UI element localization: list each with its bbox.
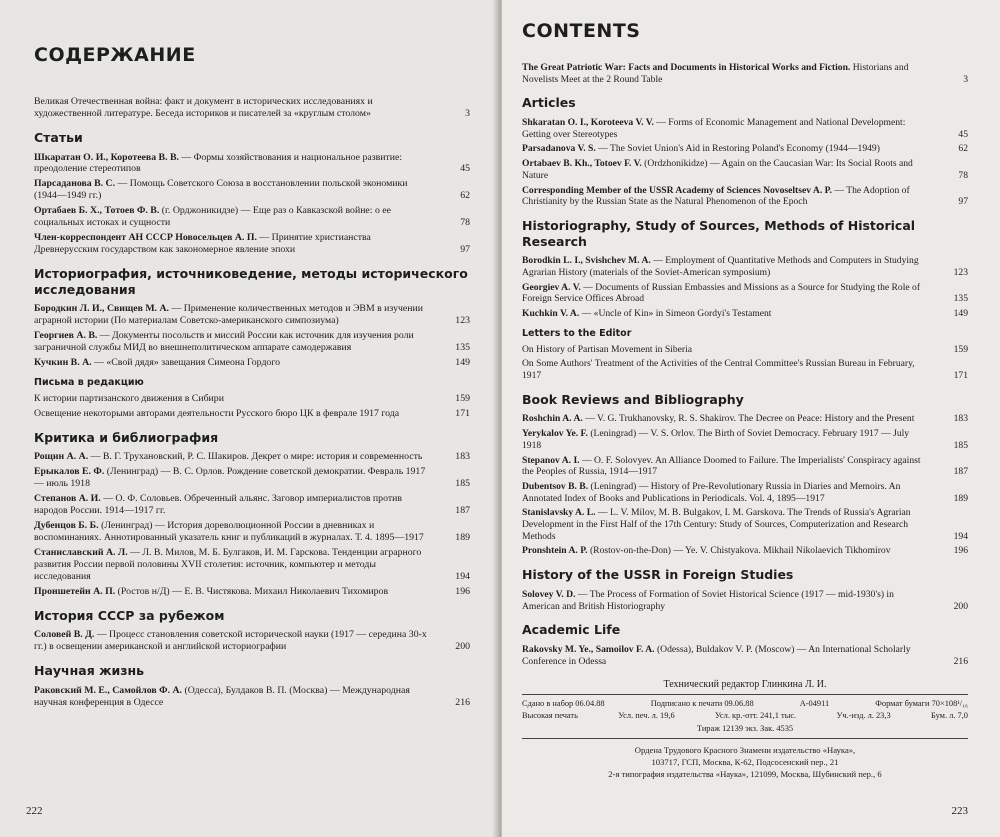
toc-entry-page: 123 — [953, 266, 968, 278]
toc-entry-page: 189 — [455, 532, 470, 544]
toc-entry-page: 189 — [953, 492, 968, 504]
toc-entry-title: — Процесс становления советской исторической науки (1917 — середина 30-х гг.) в освещении американской и английской историографии — [34, 629, 427, 653]
publisher-line: 2-я типография издательства «Наука», 121099, Москва, Шубинский пер., 6 — [608, 768, 882, 779]
toc-entry-author: Раковский М. Е., Самойлов Ф. А. — [34, 684, 183, 696]
page-number: 222 — [26, 805, 43, 817]
toc-entry — [522, 428, 968, 451]
toc-entry-text — [34, 685, 442, 709]
toc-entry-text — [34, 357, 442, 369]
toc-entry-text — [522, 143, 940, 155]
left-page — [0, 0, 498, 837]
toc-entry-page: 45 — [460, 163, 470, 175]
toc-entry-title: Великая Отечественная война: факт и документ в исторических исследованиях и художественной литературе. Беседа историков и писателей за «круглым столом» — [34, 96, 373, 119]
toc-entry-text — [34, 493, 442, 517]
toc-entry-author: Rakovsky M. Ye., Samoilov F. A. — [522, 643, 655, 655]
section-heading: Статьи — [34, 129, 83, 145]
toc-entry-page: 159 — [953, 343, 968, 355]
toc-entry-page: 185 — [455, 478, 470, 490]
toc-entry-text — [522, 455, 940, 478]
section-heading: Historiography, Study of Sources, Methods of Historical Research — [522, 217, 916, 249]
toc-entry-title: — «Свой дядя» завещания Симеона Гордого — [94, 357, 280, 368]
toc-entry-title: — The Process of Formation of Soviet Historical Science (1917 — mid-1930's) in American and British Historiography — [522, 588, 894, 612]
toc-entry-title: — О. Ф. Соловьев. Обреченный альянс. Заговор империалистов против народов России. 1914—1917 гг. — [34, 493, 402, 517]
toc-entry-author: Dubentsov B. B. — [522, 480, 589, 492]
toc-entry-text — [522, 185, 940, 208]
toc-entry-author: Borodkin L. I., Svishchev M. A. — [522, 255, 651, 267]
toc-entry — [34, 303, 470, 327]
toc-entry-page: 187 — [953, 466, 968, 478]
toc-entry-text — [522, 358, 940, 381]
toc-entry-author: Stepanov A. I. — [522, 454, 580, 466]
toc-entry-text — [522, 589, 940, 612]
imprint-field: Формат бумаги 70×108¹/₁₆ — [875, 699, 968, 709]
toc-entry-page: 135 — [953, 293, 968, 305]
toc-entry-author: The Great Patriotic War: Facts and Documents in Historical Works and Fiction. — [522, 62, 851, 73]
toc-entry-author: Проншетейн А. П. — [34, 585, 116, 597]
toc-entry-text — [34, 330, 442, 354]
toc-entry-text — [34, 408, 442, 420]
section-heading: Academic Life — [522, 622, 621, 638]
publisher-line: Ордена Трудового Красного Знамени издательство «Наука», — [634, 744, 856, 755]
toc-entry-page: 78 — [460, 217, 470, 229]
toc-entry-page: 62 — [958, 143, 968, 155]
toc-entry-title: (Ленинград) — История дореволюционной России в дневниках и воспоминаниях. Аннотированный указатель книг и публикаций в журналах. Т. 4. 1895—1917 — [34, 520, 424, 544]
toc-entry-title: Historians and Novelists Meet at the 2 Round Table — [522, 62, 909, 85]
page-title: CONTENTS — [522, 20, 641, 42]
toc-entry-page: 149 — [455, 357, 470, 368]
toc-entry — [34, 178, 470, 202]
toc-entry-author: Ерыкалов Е. Ф. — [34, 466, 105, 478]
toc-entry — [522, 589, 968, 612]
toc-entry-text — [34, 393, 442, 405]
toc-entry-page: 3 — [963, 73, 968, 85]
toc-entry-text — [34, 629, 442, 653]
imprint-block — [522, 694, 968, 739]
toc-entry-author: Kuchkin V. A. — [522, 308, 580, 320]
toc-entry-page: 97 — [460, 244, 470, 256]
imprint-field: Высокая печать — [522, 711, 578, 721]
section-heading: History of the USSR in Foreign Studies — [522, 567, 794, 583]
toc-entry-text — [34, 520, 442, 544]
toc-entry — [34, 152, 470, 176]
toc-entry-author: Шкаратан О. И., Коротеева В. В. — [34, 151, 179, 163]
section-heading: Историография, источниковедение, методы исторического исследования — [34, 266, 468, 297]
toc-entry-title: (Leningrad) — V. S. Orlov. The Birth of Soviet Democracy. February 1917 — July 1918 — [522, 428, 910, 451]
toc-entry-page: 171 — [953, 370, 968, 382]
toc-entry-page: 196 — [455, 585, 470, 597]
toc-entry-text — [522, 308, 940, 320]
toc-entry — [522, 481, 968, 504]
toc-entry-page: 194 — [455, 570, 470, 582]
toc-entry — [522, 507, 968, 542]
imprint-field: А-04911 — [799, 699, 830, 709]
toc-entry-author: Ortabaev B. Kh., Totoev F. V. — [522, 158, 642, 170]
toc-entry-text — [34, 205, 442, 229]
imprint-field: Усл. кр.-отт. 241,1 тыс. — [715, 711, 797, 721]
toc-entry-page: 187 — [455, 505, 470, 517]
toc-entry-title: — Принятие христианства Древнерусским государством как закономерное явление эпохи — [34, 232, 371, 256]
right-page — [502, 0, 1000, 837]
toc-entry — [34, 629, 470, 653]
toc-entry — [522, 413, 968, 425]
toc-entry-title: Освещение некоторыми авторами деятельности Русского бюро ЦК в феврале 1917 года — [34, 407, 400, 419]
toc-entry-text — [34, 547, 442, 583]
toc-entry-title: (Ленинград) — В. С. Орлов. Рождение советской демократии. Февраль 1917 — июль 1918 — [34, 466, 426, 490]
section-heading: Articles — [522, 95, 576, 111]
toc-entry — [34, 586, 470, 598]
toc-entry — [34, 357, 470, 369]
toc-entry — [522, 308, 968, 320]
toc-entry — [34, 493, 470, 517]
imprint-row — [522, 698, 968, 710]
toc-list — [34, 96, 470, 709]
toc-entry-author: Кучкин В. А. — [34, 357, 92, 368]
toc-entry-title: — Employment of Quantitative Methods and Computers in Studying Agrarian History (materials of the Soviet-American symposium) — [522, 255, 919, 278]
toc-entry — [34, 520, 470, 544]
toc-entry-title: — L. V. Milov, M. B. Bulgakov, I. M. Garskova. The Trends of Russia's Agrarian Development in the First Half of the 17th Century: Study of Sources, Computerization and Research Methods — [522, 507, 911, 542]
toc-entry-text — [522, 282, 940, 305]
toc-entry-text — [522, 117, 940, 140]
toc-entry-page: 200 — [953, 600, 968, 612]
toc-entry — [522, 455, 968, 478]
toc-entry — [34, 330, 470, 354]
toc-entry-author: Ортабаев Б. Х., Тотоев Ф. В. — [34, 205, 160, 217]
toc-entry-title: On Some Authors' Treatment of the Activities of the Central Committee's Russian Bureau in February, 1917 — [522, 358, 915, 382]
toc-entry-title: — Помощь Советского Союза в восстановлении польской экономики (1944—1949 гг.) — [34, 178, 408, 202]
toc-entry-author: Член-корреспондент АН СССР Новосельцев А. П. — [34, 232, 257, 244]
imprint-field: Усл. печ. л. 19,6 — [618, 711, 675, 721]
toc-entry-title: (Ordzhonikidze) — Again on the Caucasian War: Its Social Roots and Nature — [522, 158, 913, 181]
toc-entry — [34, 451, 470, 463]
toc-entry-author: Бородкин Л. И., Свищев М. А. — [34, 303, 169, 315]
toc-entry-text — [522, 158, 940, 181]
publisher-info — [522, 744, 968, 780]
technical-editor: Технический редактор Глинкина Л. И. — [663, 679, 827, 691]
toc-entry-author: Roshchin A. A. — [522, 413, 583, 425]
toc-entry-author: Соловей В. Д. — [34, 629, 95, 641]
section-heading: Критика и библиография — [34, 429, 219, 445]
toc-entry-title: — Documents of Russian Embassies and Missions as a Source for Studying the Role of Foreign Service Offices Abroad — [522, 281, 921, 305]
toc-entry-text — [34, 466, 442, 490]
section-heading: Book Reviews and Bibliography — [522, 391, 744, 407]
toc-entry — [522, 545, 968, 557]
toc-entry-title: — The Soviet Union's Aid in Restoring Poland's Economy (1944—1949) — [598, 143, 880, 155]
toc-entry-page: 200 — [455, 641, 470, 653]
toc-entry-text — [34, 451, 442, 463]
toc-entry — [34, 408, 470, 420]
toc-entry-title: (Rostov-on-the-Don) — Ye. V. Chistyakova. Mikhail Nikolaevich Tikhomirov — [589, 545, 891, 557]
toc-entry-author: Георгиев А. В. — [34, 330, 98, 342]
toc-entry-title: — V. G. Trukhanovsky, R. S. Shakirov. The Decree on Peace: History and the Present — [585, 413, 915, 425]
imprint-row — [522, 710, 968, 722]
toc-entry-author: Yerykalov Ye. F. — [522, 428, 588, 440]
toc-entry-author: Рощин А. А. — [34, 451, 89, 463]
toc-entry-title: — Forms of Economic Management and National Development: Getting over Stereotypes — [522, 117, 906, 140]
toc-entry-text — [522, 62, 940, 85]
toc-entry-author: Парсаданова В. С. — [34, 178, 116, 190]
toc-list — [522, 62, 968, 667]
toc-entry-text — [522, 644, 940, 667]
toc-entry-title: (Одесса), Булдаков В. П. (Москва) — Международная научная конференция в Одессе — [34, 684, 410, 708]
imprint-field: Сдано в набор 06.04.88 — [522, 699, 605, 709]
toc-entry-author: Parsadanova V. S. — [522, 143, 596, 155]
publisher-line: 103717, ГСП, Москва, К-62, Подсосенский пер., 21 — [651, 756, 839, 767]
toc-entry-page: 97 — [958, 196, 968, 208]
toc-entry-page: 171 — [455, 407, 470, 419]
toc-entry-author: Pronshtein A. P. — [522, 545, 588, 557]
toc-entry-page: 216 — [953, 655, 968, 667]
toc-entry-page: 196 — [953, 545, 968, 557]
toc-entry-author: Степанов А. И. — [34, 493, 101, 505]
toc-entry-text — [34, 178, 442, 202]
toc-entry-text — [522, 255, 940, 278]
imprint-field: Подписано к печати 09.06.88 — [650, 699, 754, 709]
toc-entry — [522, 62, 968, 85]
imprint-field: Уч.-изд. л. 23,3 — [836, 711, 891, 721]
toc-entry-page: 3 — [465, 107, 470, 119]
section-subheading: Письма в редакцию — [34, 376, 144, 388]
toc-entry — [34, 685, 470, 709]
toc-entry-text — [522, 344, 940, 356]
toc-entry — [522, 644, 968, 667]
section-heading: История СССР за рубежом — [34, 607, 225, 623]
toc-entry-author: Станиславский А. Л. — [34, 547, 128, 558]
section-subheading: Letters to the Editor — [522, 327, 632, 339]
toc-entry-page: 185 — [953, 439, 968, 451]
toc-entry-page: 183 — [455, 451, 470, 463]
toc-entry-title: К истории партизанского движения в Сибири — [34, 392, 224, 404]
toc-entry-author: Solovey V. D. — [522, 588, 576, 600]
toc-entry — [34, 547, 470, 583]
toc-entry — [522, 255, 968, 278]
toc-entry — [522, 185, 968, 208]
toc-entry-title: — В. Г. Трухановский, Р. С. Шакиров. Декрет о мире: история и современность — [90, 451, 423, 463]
toc-entry-text — [34, 303, 442, 327]
toc-entry-title: — Л. В. Милов, М. Б. Булгаков, И. М. Гарскова. Тенденции аграрного развития России первой половины XVII столетия: источник, компьютер и методы исследования — [34, 547, 422, 582]
toc-entry — [34, 393, 470, 405]
toc-entry-text — [522, 428, 940, 451]
toc-entry-title: — Применение количественных методов и ЭВМ в изучении аграрной истории (По материалам Советско-американского симпозиума) — [34, 303, 423, 327]
toc-entry-page: 183 — [953, 413, 968, 425]
toc-entry-text — [34, 96, 442, 120]
toc-entry-page: 194 — [953, 530, 968, 542]
toc-entry — [34, 232, 470, 256]
toc-entry-page: 149 — [953, 308, 968, 320]
toc-entry-text — [34, 232, 442, 256]
toc-entry-title: (Odessa), Buldakov V. P. (Moscow) — An International Scholarly Conference in Odessa — [522, 643, 911, 667]
toc-entry-text — [522, 481, 940, 504]
toc-entry-title: — The Adoption of Christianity by the Russian State as the Natural Phenomenon of the Epoch — [522, 184, 910, 208]
toc-entry-title: (Leningrad) — History of Pre-Revolutionary Russia in Diaries and Memoirs. An Annotated Index of Books and Publications in Periodicals. Vol. 4, 1895—1917 — [522, 480, 901, 504]
section-heading: Научная жизнь — [34, 663, 145, 679]
page-number: 223 — [951, 805, 968, 817]
toc-entry-page: 78 — [958, 169, 968, 181]
toc-entry — [34, 466, 470, 490]
toc-entry-author: Shkaratan O. I., Koroteeva V. V. — [522, 117, 654, 129]
toc-entry-page: 62 — [460, 190, 470, 202]
imprint-field: Бум. л. 7,0 — [930, 711, 968, 721]
toc-entry-author: Corresponding Member of the USSR Academy of Sciences Novoseltsev A. P. — [522, 184, 833, 196]
toc-entry-author: Stanislavsky A. L. — [522, 507, 596, 519]
toc-entry-title: — Формы хозяйствования и национальное развитие: преодоление стереотипов — [34, 151, 403, 175]
toc-entry-page: 135 — [455, 342, 470, 354]
toc-entry — [522, 143, 968, 155]
toc-entry-page: 45 — [958, 128, 968, 140]
toc-entry-title: (Ростов н/Д) — Е. В. Чистякова. Михаил Николаевич Тихомиров — [117, 585, 389, 597]
page-title: СОДЕРЖАНИЕ — [34, 44, 196, 66]
imprint-print-run: Тираж 12139 экз. Зак. 4535 — [696, 723, 794, 733]
toc-entry — [522, 117, 968, 140]
toc-entry-author: Georgiev A. V. — [522, 281, 581, 293]
toc-entry-text — [522, 545, 940, 557]
toc-entry — [34, 96, 470, 120]
toc-entry-author: Дубенцов Б. Б. — [34, 520, 99, 532]
toc-entry — [522, 358, 968, 381]
toc-entry-text — [522, 507, 940, 542]
toc-entry-text — [34, 152, 442, 176]
toc-entry-page: 159 — [455, 392, 470, 404]
toc-entry-title: On History of Partisan Movement in Siberia — [522, 343, 692, 355]
toc-entry-page: 123 — [455, 315, 470, 327]
toc-entry-title: — O. F. Solovyev. An Alliance Doomed to Failure. The Imperialists' Conspiracy against the Peoples of Russia, 1914—1917 — [522, 454, 921, 478]
toc-entry-title: — «Uncle of Kin» in Simeon Gordyi's Testament — [581, 308, 772, 320]
toc-entry-text — [34, 586, 442, 598]
toc-entry-title: — Документы посольств и миссий России как источник для изучения роли заграничной службы МИД во внешнеполитическом аппарате самодержавия — [34, 330, 414, 354]
toc-entry — [34, 205, 470, 229]
toc-entry — [522, 158, 968, 181]
toc-entry — [522, 282, 968, 305]
toc-entry-title: (г. Орджоникидзе) — Еще раз о Кавказской войне: о ее социальных истоках и сущности — [34, 205, 392, 229]
toc-entry-page: 216 — [455, 696, 470, 708]
toc-entry-text — [522, 413, 940, 425]
toc-entry — [522, 344, 968, 356]
